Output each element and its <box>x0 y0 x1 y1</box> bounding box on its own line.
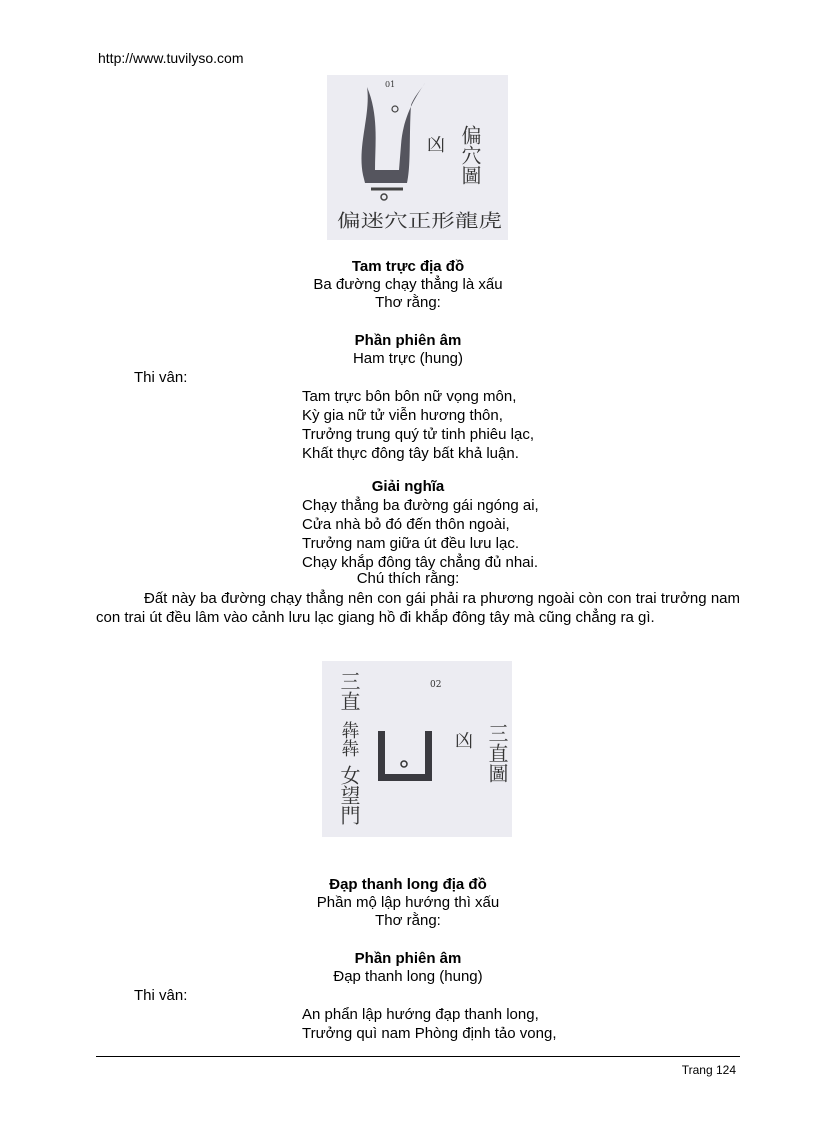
poem-line: Trưởng quì nam Phòng định tảo vong, <box>302 1025 557 1042</box>
figure-2-drawing <box>322 661 512 837</box>
giainghia-line: Trưởng nam giữa út đều lưu lạc. <box>302 535 520 552</box>
figure-1-right-col: 偏穴圖 <box>458 125 482 185</box>
section-2-poem <box>302 1005 556 1043</box>
section-1-paragraph: Đất này ba đường chạy thẳng nên con gái phải ra phương ngoài còn con trai trưởng nam con trai út đều lâm vào cảnh lưu lạc giang hồ đi khắp đông tây mà cũng chẳng ra gì. <box>96 590 740 626</box>
figure-2-bar-left <box>378 731 385 781</box>
section-1-title: Tam trực địa đồ <box>351 258 465 275</box>
figure-2-image <box>322 661 512 837</box>
header-url: http://www.tuvilyso.com <box>98 50 244 66</box>
giainghia-line: Chạy khắp đông tây chẳng đủ nhai. <box>302 554 539 571</box>
figure-1-mark: 凶 <box>427 135 445 156</box>
figure-2-bar-right <box>425 731 432 781</box>
footer-rule <box>96 1056 740 1057</box>
giainghia-line: Chạy thẳng ba đường gái ngóng ai, <box>302 497 539 514</box>
figure-1-image <box>327 75 508 240</box>
section-1-intro: Thơ rằng: <box>375 294 441 311</box>
section-2-thi-van: Thi vân: <box>134 987 188 1004</box>
section-2-title: Đạp thanh long địa đồ <box>329 876 487 893</box>
section-2-phienam-name: Đạp thanh long (hung) <box>333 968 483 985</box>
poem-line: Trưởng trung quý tử tinh phiêu lạc, <box>302 426 534 443</box>
figure-2-right-col: 三直圖 <box>485 723 509 783</box>
poem-line: Khất thực đông tây bất khả luận. <box>302 445 519 462</box>
section-1-poem <box>302 387 534 463</box>
section-1-subtitle: Ba đường chạy thẳng là xấu <box>313 276 503 293</box>
figure-1-bottom-row: 偏迷穴正形龍虎 <box>337 211 502 232</box>
section-1-giainghia-title: Giải nghĩa <box>371 478 445 495</box>
figure-2-bar-bottom <box>378 774 432 781</box>
section-1-thi-van: Thi vân: <box>134 369 188 386</box>
figure-1-drawing <box>327 75 508 240</box>
poem-line: An phẩn lập hướng đạp thanh long, <box>302 1006 539 1023</box>
figure-2-number: 02 <box>430 680 442 690</box>
section-2-subtitle: Phần mộ lập hướng thì xấu <box>316 894 500 911</box>
figure-2-left-col-3: 女望門 <box>337 765 361 825</box>
figure-2-left-col-2: 犇犇 <box>338 721 360 757</box>
section-1-chuthich: Chú thích rằng: <box>356 570 460 587</box>
section-1-phienam-name: Ham trực (hung) <box>352 350 464 367</box>
giainghia-line: Cửa nhà bỏ đó đến thôn ngoài, <box>302 516 510 533</box>
figure-2-mark: 凶 <box>455 731 473 752</box>
poem-line: Tam trực bôn bôn nữ vọng môn, <box>302 388 517 405</box>
figure-1-number: 01 <box>385 80 396 89</box>
section-1-giainghia <box>302 496 539 572</box>
figure-2-left-col: 三直 <box>337 671 361 711</box>
poem-line: Kỳ gia nữ tử viễn hương thôn, <box>302 407 503 424</box>
section-1-phienam-title: Phần phiên âm <box>354 332 462 349</box>
section-2-intro: Thơ rằng: <box>375 912 441 929</box>
page-number: Trang 124 <box>681 1063 736 1077</box>
section-2-phienam-title: Phần phiên âm <box>354 950 462 967</box>
